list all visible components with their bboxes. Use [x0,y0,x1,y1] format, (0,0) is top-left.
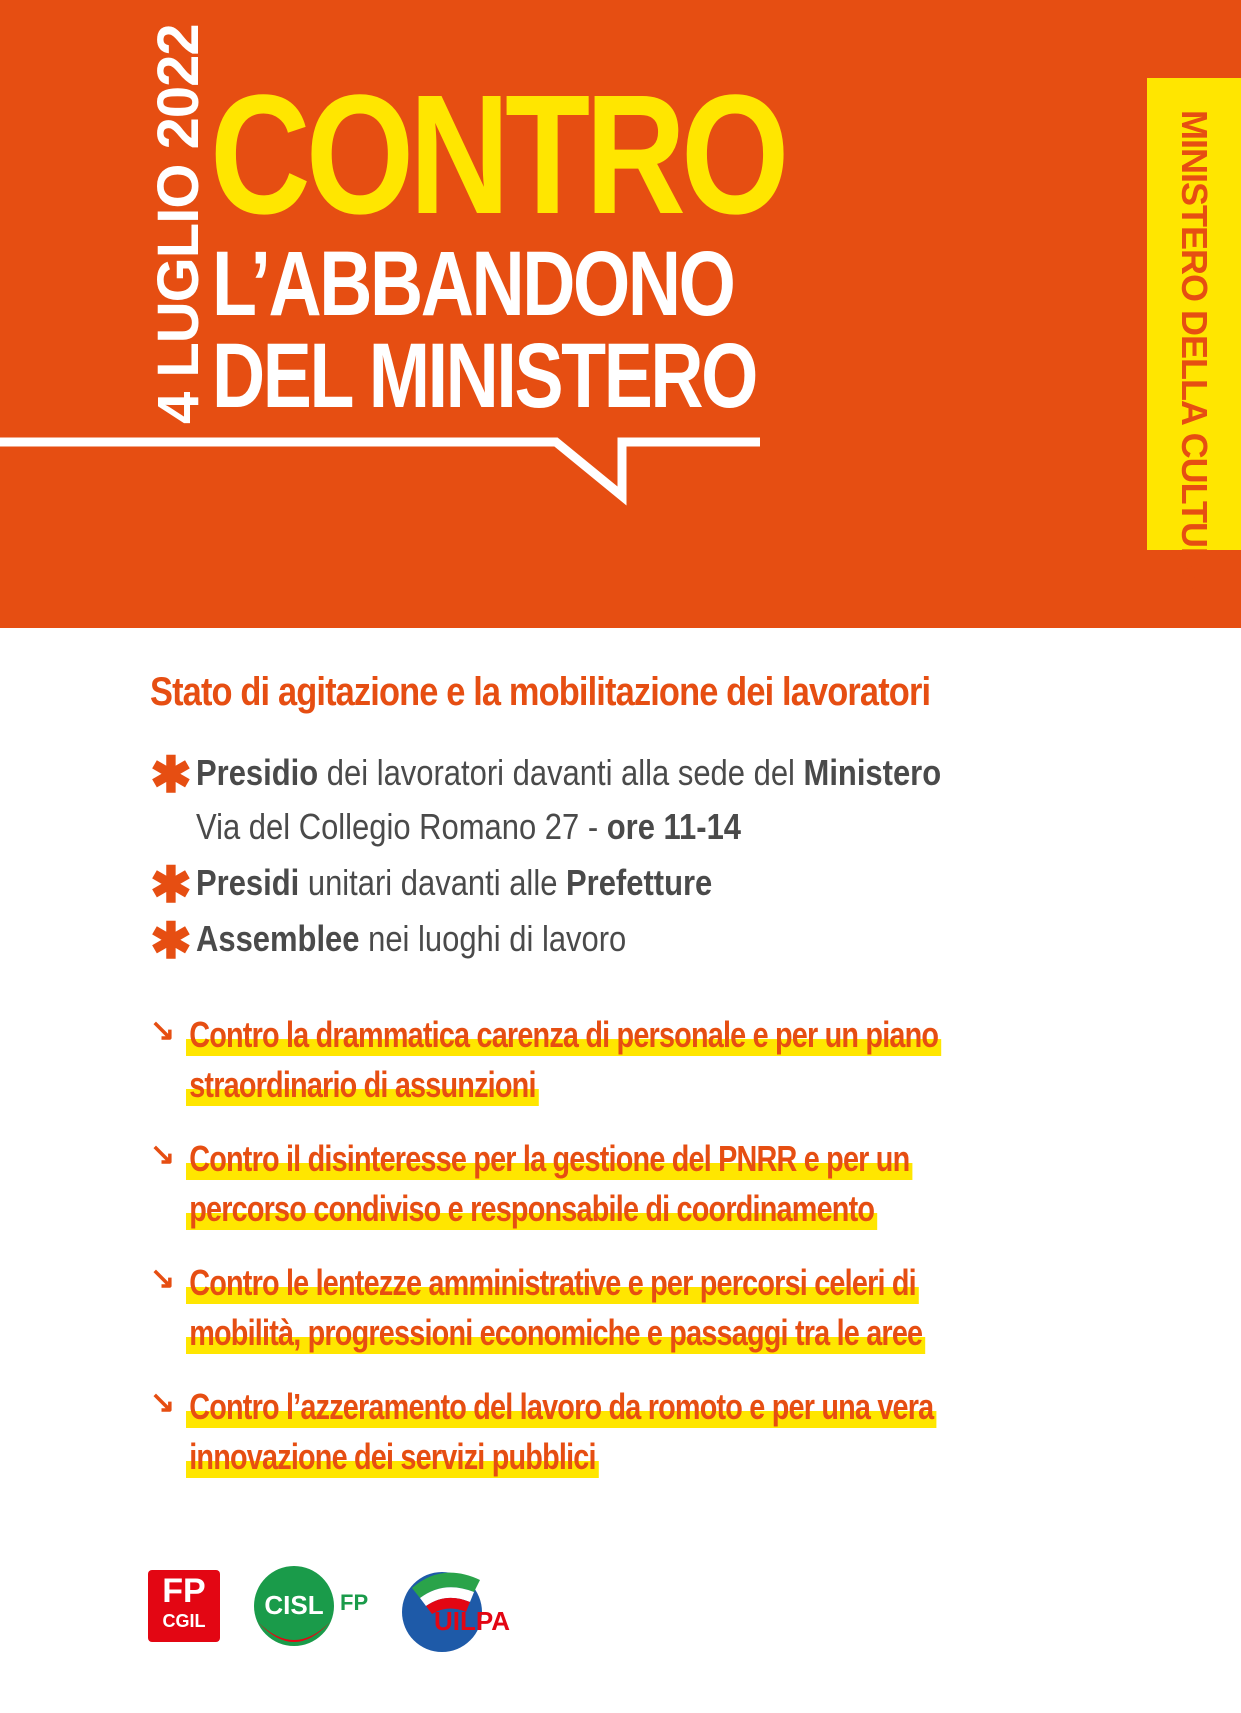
agenda-item-text [196,802,741,852]
demand-text: percorso condiviso e responsabile di coordinamento [186,1184,877,1234]
demand-line [186,1258,1110,1308]
arrow-down-right-icon: ↘ [150,1262,176,1295]
agenda-item-text [196,914,626,964]
agenda-item-bold: Assemblee [196,918,360,959]
agenda-item-bold: Ministero [803,752,942,793]
agenda-item-plain: dei lavoratori davanti alla sede del [318,752,804,793]
agenda-item-bold: Prefetture [566,862,713,903]
cisl-logo-text: CISL [264,1590,324,1620]
section-subtitle: Stato di agitazione e la mobilitazione dei lavoratori [150,670,931,714]
demand-text: Contro le lentezze amministrative e per percorsi celeri di [186,1258,919,1308]
agenda-item-plain: nei luoghi di lavoro [359,918,627,959]
agenda-item-text [196,858,712,908]
agenda-item [150,914,1150,970]
fp-cgil-logo-bottom: CGIL [162,1611,206,1631]
demand-item [150,1258,1110,1358]
agenda-item-plain: unitari davanti alle [299,862,567,903]
arrow-down-right-icon: ↘ [150,1014,176,1047]
fp-cgil-logo [148,1570,220,1642]
arrow-down-right-icon: ↘ [150,1138,176,1171]
demand-line [186,1184,1110,1234]
demands-list [150,1010,1110,1506]
agenda-list [150,748,1150,970]
headline-line-3: DEL MINISTERO [212,325,757,427]
agenda-item-text [196,748,941,798]
demand-item [150,1134,1110,1234]
speech-bubble-outline [0,430,760,510]
ministry-tab-label [1134,110,1215,597]
agenda-item [150,748,1150,804]
demand-text: mobilità, progressioni economiche e passaggi tra le aree [186,1308,925,1358]
agenda-item-plain: Via del Collegio Romano 27 - [196,806,607,847]
uilpa-logo [394,1558,534,1658]
demand-item [150,1382,1110,1482]
uilpa-logo-text: UILPA [434,1606,511,1636]
arrow-down-right-icon: ↘ [150,1386,176,1419]
asterisk-icon: ✱ [150,747,192,803]
demand-line [186,1432,1110,1482]
ministry-tab-text: MINISTERO DELLA CULTURA [1174,110,1215,597]
fp-cgil-logo-top: FP [162,1572,206,1610]
demand-text: Contro il disinteresse per la gestione del PNRR e per un [186,1134,913,1184]
headline-line-1: CONTRO [210,60,785,250]
demand-line [186,1060,1110,1110]
demand-line [186,1010,1110,1060]
demand-line [186,1308,1110,1358]
agenda-item-bold: ore 11-14 [606,806,742,847]
agenda-item-continuation [150,802,1150,858]
asterisk-icon: ✱ [150,913,192,969]
cisl-fp-logo [252,1562,382,1658]
demand-item [150,1010,1110,1110]
agenda-item-bold: Presidio [196,752,319,793]
demand-line [186,1134,1110,1184]
demand-text: Contro la drammatica carenza di personale e per un piano [186,1010,941,1060]
agenda-item [150,858,1150,914]
demand-text: Contro l’azzeramento del lavoro da romoto e per una vera [186,1382,937,1432]
demand-text: straordinario di assunzioni [186,1060,539,1110]
asterisk-icon: ✱ [150,857,192,913]
event-date: 4 LUGLIO 2022 [146,24,211,424]
demand-text: innovazione dei servizi pubblici [186,1432,599,1482]
headline-line-2: L’ABBANDONO [212,233,734,335]
agenda-item-bold: Presidi [196,862,300,903]
cisl-fp-suffix: FP [340,1590,369,1615]
demand-line [186,1382,1110,1432]
